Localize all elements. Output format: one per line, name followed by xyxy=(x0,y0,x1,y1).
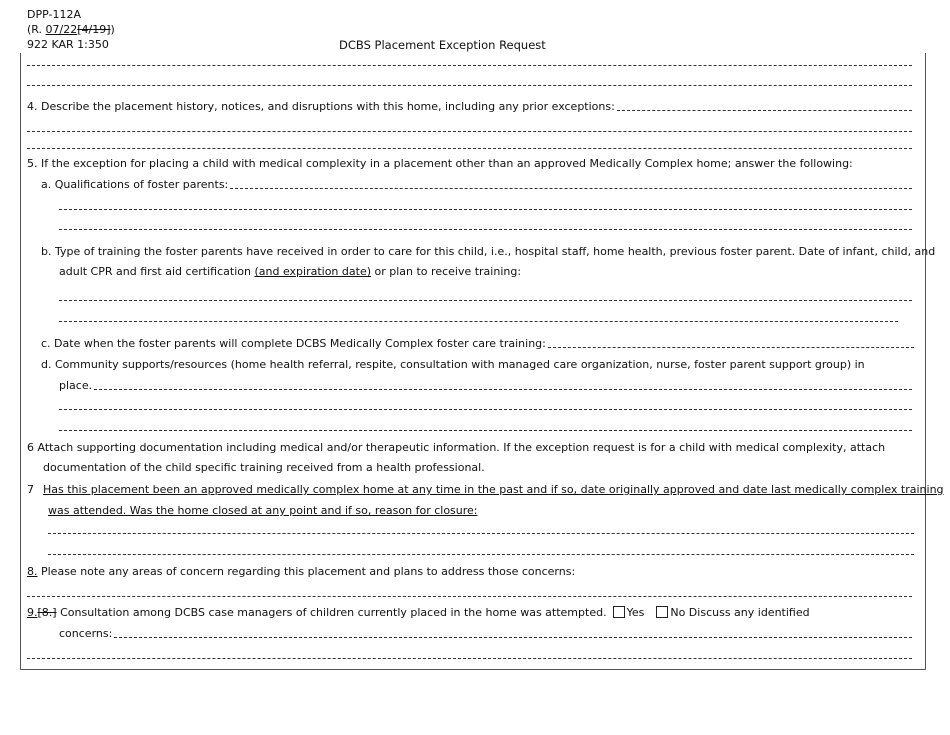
answer-line[interactable] xyxy=(59,300,912,301)
answer-line[interactable] xyxy=(27,65,912,66)
question-5d: d. Community supports/resources (home health referral, respite, consultation with managed care organization, nurse, foster parent support group) in xyxy=(41,358,865,371)
answer-line[interactable] xyxy=(548,347,914,348)
answer-line[interactable] xyxy=(27,85,912,86)
question-5: 5. If the exception for placing a child with medical complexity in a placement other than an approved Medically Complex home; answer the following: xyxy=(27,157,853,170)
question-7-number: 7 xyxy=(27,483,34,496)
question-5c: c. Date when the foster parents will complete DCBS Medically Complex foster care training: xyxy=(41,337,914,351)
answer-line[interactable] xyxy=(94,389,912,390)
question-5b-cont: adult CPR and first aid certification (and expiration date) or plan to receive training: xyxy=(59,265,522,278)
no-checkbox[interactable] xyxy=(656,606,668,618)
answer-line[interactable] xyxy=(27,148,912,149)
question-9: 9.[8.] Consultation among DCBS case managers of children currently placed in the home was attempted. Yes No Discuss any identified xyxy=(27,606,810,619)
answer-line[interactable] xyxy=(59,321,898,322)
question-7: Has this placement been an approved medically complex home at any time in the past and if so, date originally approved and date last medically complex training xyxy=(43,483,944,496)
question-6: 6 Attach supporting documentation including medical and/or therapeutic information. If the exception request is for a child with medical complexity, attach xyxy=(27,441,886,454)
answer-line[interactable] xyxy=(48,554,914,555)
question-4: 4. Describe the placement history, notices, and disruptions with this home, including any prior exceptions: xyxy=(27,100,912,114)
answer-line[interactable] xyxy=(59,229,912,230)
answer-line[interactable] xyxy=(230,188,912,189)
revision-prefix: (R. xyxy=(27,23,46,36)
answer-line[interactable] xyxy=(27,658,912,659)
answer-line[interactable] xyxy=(48,533,914,534)
yes-label: Yes xyxy=(626,606,645,619)
question-6-cont: documentation of the child specific training received from a health professional. xyxy=(43,461,485,474)
regulation: 922 KAR 1:350 xyxy=(27,38,109,51)
answer-line[interactable] xyxy=(27,596,912,597)
form-id: DPP-112A xyxy=(27,8,81,21)
yes-checkbox[interactable] xyxy=(613,606,625,618)
answer-line[interactable] xyxy=(114,637,912,638)
answer-line[interactable] xyxy=(617,110,912,111)
revision-new: 07/22 xyxy=(45,23,78,36)
question-7-cont: was attended. Was the home closed at any point and if so, reason for closure: xyxy=(48,504,478,517)
revision-date xyxy=(27,23,115,37)
question-8: 8. Please note any areas of concern regarding this placement and plans to address those concerns: xyxy=(27,565,576,578)
revision-suffix: ) xyxy=(110,23,115,36)
answer-line[interactable] xyxy=(59,409,912,410)
question-5b: b. Type of training the foster parents have received in order to care for this child, i.e., hospital staff, home health, previous foster parent. Date of infant, child, and xyxy=(41,245,936,258)
question-5d-cont: place. xyxy=(59,379,912,393)
question-5a: a. Qualifications of foster parents: xyxy=(41,178,912,192)
answer-line[interactable] xyxy=(27,131,912,132)
no-label: No xyxy=(670,606,686,619)
answer-line[interactable] xyxy=(59,209,912,210)
page-title: DCBS Placement Exception Request xyxy=(339,38,546,52)
revision-old: [4/19] xyxy=(77,23,111,36)
answer-line[interactable] xyxy=(59,430,912,431)
question-9-cont: concerns: xyxy=(59,627,912,641)
